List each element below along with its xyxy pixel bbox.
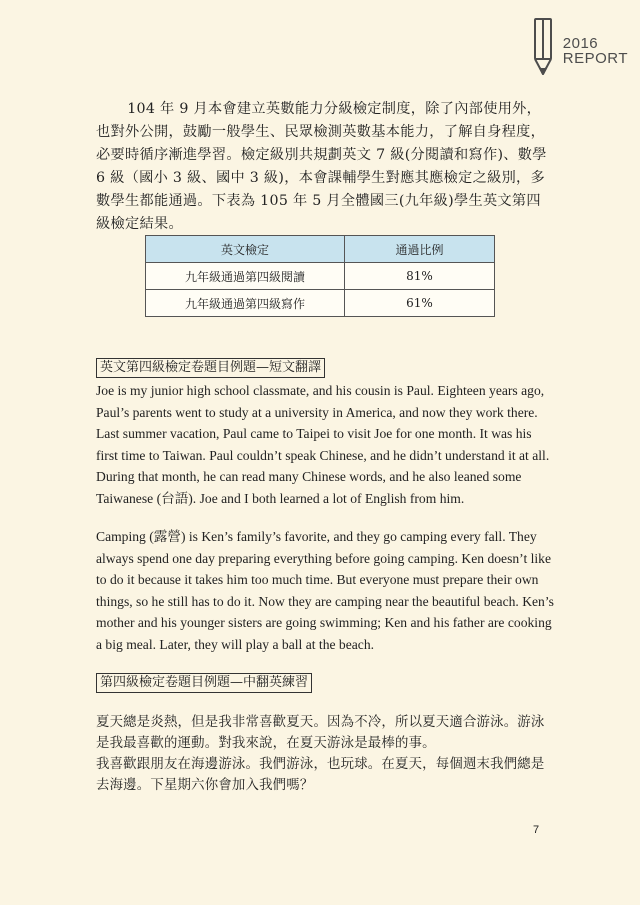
table-header-row	[146, 236, 495, 263]
section-title-translation: 英文第四級檢定卷題目例題—短文翻譯	[96, 358, 325, 378]
chinese-passage-2: 我喜歡跟朋友在海邊游泳。我們游泳，也玩球。在夏天，每個週末我們總是去海邊。下星期六你會加入我們嗎？	[96, 757, 545, 793]
table-header-test: 英文檢定	[146, 236, 345, 263]
table-cell-rate: 61%	[345, 290, 495, 317]
table-row	[146, 290, 495, 317]
english-passage-2: Camping (露營) is Ken’s family’s favorite, and they go camping every fall. They always spend one day preparing everything before going camping. Ken doesn’t like to do it because it takes him too much time. But everyone must prepare their own things, so he still has to do it. Now they are camping near the beautiful beach. Ken’s mother and his younger sisters are going swimming; Ken and his father are cooking a big meal. Later, they will play a ball at the beach.	[96, 529, 554, 652]
table-cell-test: 九年級通過第四級閱讀	[146, 263, 345, 290]
table-header-pass-rate: 通過比例	[345, 236, 495, 263]
report-label: REPORT	[562, 50, 628, 67]
table-cell-rate: 81%	[345, 263, 495, 290]
pencil-icon	[529, 16, 557, 78]
section-title-practice: 第四級檢定卷題目例題—中翻英練習	[96, 673, 312, 693]
results-table	[145, 235, 495, 317]
report-brand	[529, 14, 628, 78]
chinese-passage-1: 夏天總是炎熱，但是我非常喜歡夏天。因為不冷，所以夏天適合游泳。游泳是我最喜歡的運動。對我來說，在夏天游泳是最棒的事。	[96, 715, 545, 751]
intro-paragraph: 104 年 9 月本會建立英數能力分級檢定制度，除了內部使用外，也對外公開，鼓勵一般學生、民眾檢測英數基本能力，了解自身程度，必要時循序漸進學習。檢定級別共規劃英文 7 級(分閱讀和寫作)、數學 6 級（國小 3 級、國中 3 級)，本會課輔學生對應其應檢定之級別，多數學生都能通過。下表為 105 年 5 月全體國三(九年級)學生英文第四級檢定結果。	[96, 101, 547, 232]
table-row	[146, 263, 495, 290]
page-number: 7	[533, 824, 540, 836]
english-passage-1: Joe is my junior high school classmate, and his cousin is Paul. Eighteen years ago, Paul’s parents went to study at a university in America, and now they work there. Last summer vacation, Paul came to Taipei to visit Joe for one month. It was his first time to Taiwan. Paul couldn’t speak Chinese, and he didn’t understand it at all. During that month, he can read many Chinese words, and he also leaned some Taiwanese (台語). Joe and I both learned a lot of English from him.	[96, 383, 550, 506]
report-year: 2016	[562, 35, 599, 52]
table-cell-test: 九年級通過第四級寫作	[146, 290, 345, 317]
